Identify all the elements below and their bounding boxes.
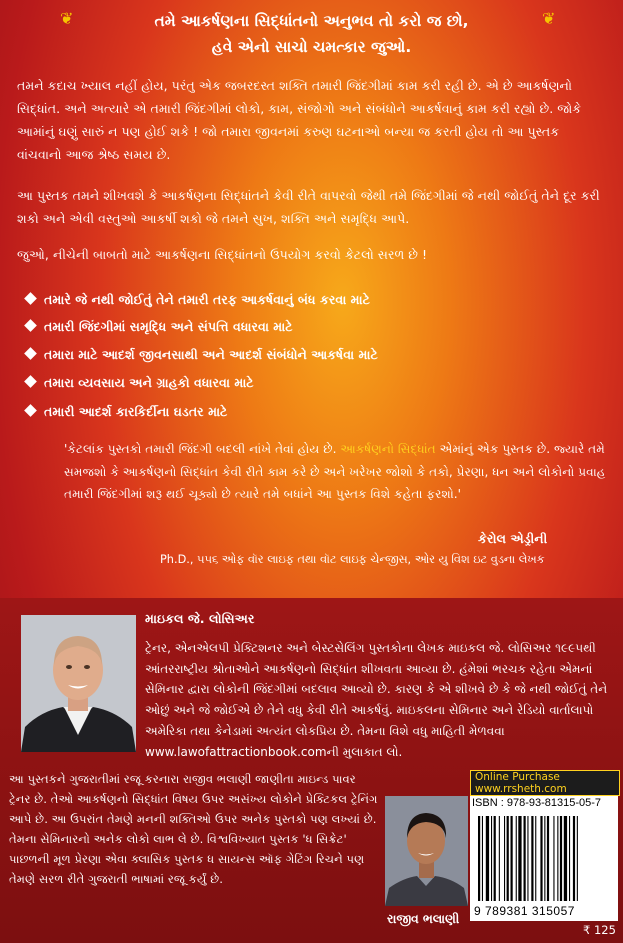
author-bio — [145, 638, 610, 762]
flourish-right-icon: ❦ — [542, 9, 556, 28]
bullet-item — [44, 291, 370, 309]
diamond-bullet-icon — [24, 404, 37, 417]
publisher-website[interactable]: www.rrsheth.com — [475, 783, 567, 795]
quote-author-credit: Ph.D., ૫૫૬ ઓફ વૉર લાઇફ તથા વૉટ લાઇફ ચેન્જીસ, ઓર યુ વિશ ઇટ વુડના લેખક — [160, 553, 545, 566]
quote-book-title: આકર્ષણનો સિદ્ધાંત — [340, 442, 436, 456]
author-bio-text: ટ્રેનર, એનએલપી પ્રેક્ટિશનર અને બેસ્ટસેલિંગ પુસ્તકોના લેખક માઇકલ જે. લોસિઅર ૧૯૯૫થી આંતરરાષ્ટ્રીય શ્રોતાઓને આકર્ષણનો સિદ્ધાંત શીખવતા આવ્યા છે. હંમેશાં ભરચક રહેતા એમનાં સેમિનાર દ્વારા લોકોની જિંદગીમાં બદલાવ આવ્યો છે. કારણ કે એ શીખવે છે કે જે નથી જોઈતું તેને ઓછું અને જે જોઈએ છે તેને વધુ કેવી રીતે આકર્ષવું. માઇકલના સેમિનાર અને રેડિયો વાર્તાલાપો અમેરિકા તથા કેનેડામાં અત્યંત લોકપ્રિય છે. તેમના વિશે વધુ માહિતી મેળવવા — [145, 641, 608, 738]
price-label: ₹ 125 — [583, 923, 616, 937]
author-name: માઇકલ જે. લોસિઅર — [145, 611, 255, 626]
bullet-item — [44, 403, 227, 421]
isbn-text: ISBN : 978-93-81315-05-7 — [472, 797, 602, 809]
bullet-text: તમારા માટે આદર્શ જીવનસાથી અને આદર્શ સંબંધોને આકર્ષવા માટે — [44, 347, 378, 362]
bullet-item — [44, 346, 378, 364]
author-website-suffix: ની મુલાકાત લો. — [326, 744, 403, 759]
barcode — [478, 816, 608, 901]
bullet-text: તમારી જિંદગીમાં સમૃદ્ધિ અને સંપત્તિ વધારવા માટે — [44, 319, 293, 334]
isbn-barcode-box — [470, 796, 618, 921]
online-purchase-label: Online Purchase — [475, 771, 560, 783]
headline — [0, 8, 623, 60]
bullet-item — [44, 374, 254, 392]
quote-text-end: એમાંનું એક પુસ્તક છે. જ્યારે તમે સમજશો કે આકર્ષણનો સિદ્ધાંત કેવી રીતે કામ કરે છે અને ખરેખર જોશો કે તકો, પ્રેરણા, ધન અને લોકોનો પ્રવાહ તમારી જિંદગીમાં શરૂ થઈ ચૂક્યો છે ત્યારે તમે બધાંને આ પુસ્તક વિશે કહેતા ફરશો.' — [64, 442, 606, 501]
author-photo — [21, 615, 136, 752]
bullet-text: તમારી આદર્શ કારકિર્દીના ઘડતર માટે — [44, 404, 228, 419]
translator-name: રાજીવ ભલાણી — [387, 912, 460, 926]
quote-author: કેરોલ એડ્રીની — [478, 531, 548, 546]
diamond-bullet-icon — [24, 292, 37, 305]
translator-photo — [385, 796, 468, 906]
headline-line-1: તમે આકર્ષણના સિદ્ધાંતનો અનુભવ તો કરો જ છો, — [154, 12, 469, 30]
intro-paragraph-2: આ પુસ્તક તમને શીખવશે કે આકર્ષણના સિદ્ધાંતને કેવી રીતે વાપરવો જેથી તમે જિંદગીમાં જે નથી જોઈતું તેને દૂર કરી શકો અને એવી વસ્તુઓ આકર્ષી શકો જે તમને સુખ, શક્તિ અને સમૃદ્ધિ આપે. — [17, 188, 600, 226]
intro-paragraph-1: તમને કદાચ ખ્યાલ નહીં હોય, પરંતુ એક જબરદસ્ત શક્તિ તમારી જિંદગીમાં કામ કરી રહી છે. એ છે આકર્ષણનો સિદ્ધાંત. અને અત્યારે એ તમારી જિંદગીમાં લોકો, કામ, સંજોગો અને સંબંધોને આકર્ષવાનું કામ કરી રહ્યો છે. જોકે આમાંનું ઘણું સારું ન પણ હોઈ શકે ! જો તમારા જીવનમાં કરુણ ઘટનાઓ બન્યા જ કરતી હોય તો આ પુસ્તક વાંચવાનો આજ શ્રેષ્ઠ સમય છે. — [17, 78, 582, 162]
barcode-number: 9 789381 315057 — [474, 904, 575, 918]
diamond-bullet-icon — [24, 375, 37, 388]
author-website-link[interactable]: www.lawofattractionbook.com — [145, 744, 327, 759]
intro-paragraph-3: જુઓ, નીચેની બાબતો માટે આકર્ષણના સિદ્ધાંતનો ઉપયોગ કરવો કેટલો સરળ છે ! — [17, 247, 428, 262]
bullet-item — [44, 318, 293, 336]
testimonial-quote — [64, 438, 609, 506]
bullet-text: તમારે જે નથી જોઈતું તેને તમારી તરફ આકર્ષવાનું બંધ કરવા માટે — [44, 292, 370, 307]
flourish-left-icon: ❦ — [60, 9, 74, 28]
translator-bio: આ પુસ્તકને ગુજરાતીમાં રજૂ કરનારા રાજીવ ભલાણી જાણીતા માઇન્ડ પાવર ટ્રેનર છે. તેઓ આકર્ષણનો સિદ્ધાંત વિષય ઉપર અસંખ્ય લોકોને પ્રેક્ટિકલ ટ્રેનિંગ આપે છે. આ ઉપરાંત તેમણે મનની શક્તિઓ ઉપર અનેક પુસ્તકો પણ લખ્યાં છે. તેમના સેમિનારનો અનેક લોકો લાભ લે છે. વિશ્વવિખ્યાત પુસ્તક 'ધ સિક્રેટ' પાછળની મૂળ પ્રેરણા એવા ક્લાસિક પુસ્તક ધ સાયન્સ ઑફ ગેટિંગ રિચને પણ તેમણે સરળ રીતે ગુજરાતી ભાષામાં રજૂ કર્યું છે. — [9, 772, 378, 886]
bullet-text: તમારા વ્યવસાય અને ગ્રાહકો વધારવા માટે — [44, 375, 254, 390]
headline-line-2: હવે એનો સાચો ચમત્કાર જુઓ. — [211, 38, 412, 56]
diamond-bullet-icon — [24, 347, 37, 360]
online-purchase-badge — [470, 770, 620, 796]
quote-text-start: 'કેટલાંક પુસ્તકો તમારી જિંદગી બદલી નાંખે તેવાં હોય છે. — [64, 442, 341, 456]
diamond-bullet-icon — [24, 319, 37, 332]
